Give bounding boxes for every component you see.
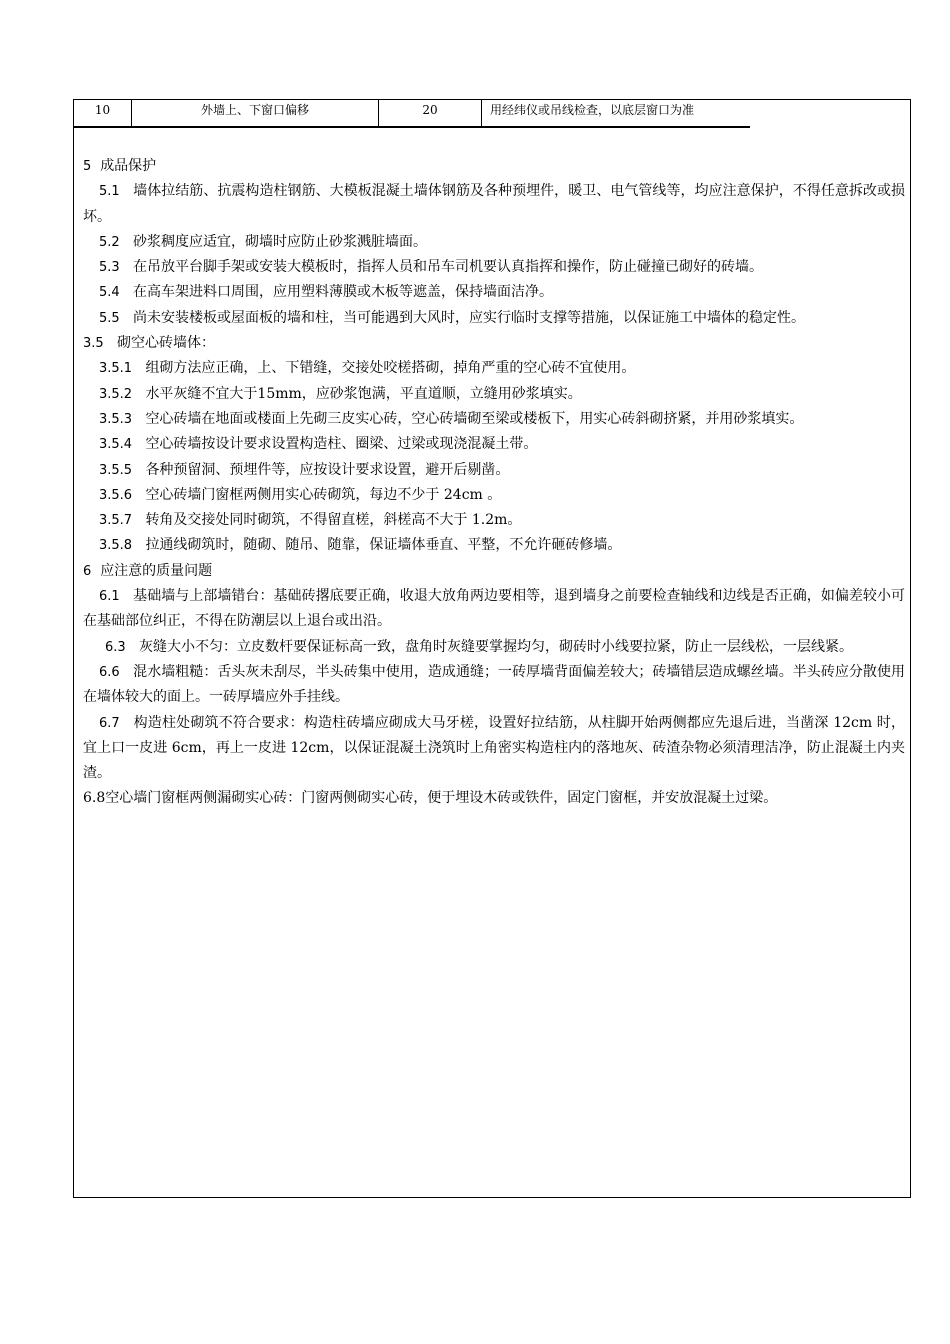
table-bottom-rule <box>74 126 750 128</box>
clause-text: 空心砖墙按设计要求设置构造柱、圈梁、过梁或现浇混凝土带。 <box>145 436 538 453</box>
clause-text: 空心砖墙门窗框两侧用实心砖砌筑，每边不少于 24cm 。 <box>145 486 502 503</box>
paragraph <box>83 432 905 457</box>
clause-gap <box>132 462 145 478</box>
clause-gap <box>120 310 133 326</box>
clause-text: 墙体拉结筋、抗震构造柱钢筋、大模板混凝土墙体钢筋及各种预埋件，暖卫、电气管线等，均应注意保护，不得任意拆改或损坏。 <box>83 183 906 225</box>
clause-number: 6 <box>83 563 92 579</box>
clause-text: 成品保护 <box>100 158 157 174</box>
clause-gap <box>120 715 134 731</box>
clause-number: 6.3 <box>105 639 126 655</box>
clause-text: 拉通线砌筑时，随砌、随吊、随靠，保证墙体垂直、平整，不允许砸砖修墙。 <box>145 537 622 554</box>
section-heading <box>83 331 905 356</box>
clause-number: 5.3 <box>99 260 120 276</box>
paragraph <box>83 483 905 508</box>
clause-text: 各种预留洞、预埋件等，应按设计要求设置，避开后剔凿。 <box>145 461 510 478</box>
clause-text: 转角及交接处同时砌筑，不得留直槎，斜槎高不大于 1.2m。 <box>145 512 522 529</box>
clause-number: 5.1 <box>99 184 120 200</box>
table-cell-item: 外墙上、下窗口偏移 <box>132 100 379 126</box>
clause-text: 水平灰缝不宜大于15mm，应砂浆饱满，平直道顺，立缝用砂浆填实。 <box>145 385 582 402</box>
table-cell-method: 用经纬仪或吊线检查，以底层窗口为准 <box>490 103 695 117</box>
clause-gap <box>120 234 133 250</box>
clause-text: 基础墙与上部墙错台：基础砖撂底要正确，收退大放角两边要相等，退到墙身之前要检查轴线和边线是否正确，如偏差较小可在基础部位纠正，不得在防潮层以上退台或出沿。 <box>83 588 906 630</box>
clause-number: 3.5.4 <box>99 437 133 453</box>
paragraph <box>83 382 905 407</box>
clause-number: 3.5.7 <box>99 513 133 529</box>
clause-number: 6.8 <box>83 790 106 807</box>
section-heading <box>83 559 905 584</box>
clause-text: 混水墙粗糙：舌头灰未刮尽，半头砖集中使用，造成通缝；一砖厚墙背面偏差较大；砖墙错层造成螺丝墙。半头砖应分散使用在墙体较大的面上。一砖厚墙应外手挂线。 <box>83 663 906 706</box>
clause-number: 3.5.3 <box>99 411 133 427</box>
clause-gap <box>132 386 145 402</box>
clause-gap <box>91 563 100 579</box>
clause-number: 5.2 <box>99 234 120 250</box>
clause-gap <box>120 284 133 300</box>
clause-number: 3.5.8 <box>99 538 133 554</box>
clause-gap <box>104 335 117 351</box>
paragraph <box>83 230 905 255</box>
clause-gap <box>120 259 133 275</box>
clause-number: 5.5 <box>99 310 120 326</box>
clause-text: 空心砖墙在地面或楼面上先砌三皮实心砖，空心砖墙砌至梁或楼板下，用实心砖斜砌挤紧，并用砂浆填实。 <box>145 410 804 427</box>
paragraph <box>83 508 905 533</box>
clause-gap <box>132 360 145 376</box>
clause-text: 组砌方法应正确，上、下错缝，交接处咬槎搭砌，掉角严重的空心砖不宜使用。 <box>145 360 636 377</box>
paragraph <box>83 660 905 711</box>
paragraph <box>83 280 905 305</box>
paragraph <box>83 179 905 230</box>
paragraph <box>83 255 905 280</box>
table-cell-number: 10 <box>74 100 132 126</box>
clause-text: 灰缝大小不匀：立皮数杆要保证标高一致，盘角时灰缝要掌握均匀，砌砖时小线要拉紧，防止一层线松，一层线紧。 <box>139 638 854 655</box>
table-row <box>74 100 750 128</box>
clause-number: 6.7 <box>99 715 120 731</box>
clause-text: 在吊放平台脚手架或安装大模板时，指挥人员和吊车司机要认真指挥和操作，防止碰撞已砌好的砖墙。 <box>133 259 764 276</box>
document-body <box>83 154 905 812</box>
section-heading <box>83 154 905 179</box>
clause-text: 构造柱处砌筑不符合要求：构造柱砖墙应砌成大马牙槎，设置好拉结筋，从柱脚开始两侧都应先退后进，当凿深 12cm 时，宜上口一皮进 6cm，再上一皮进 12cm，以保证混凝土浇筑时上角密实构造柱内的落地灰、砖渣杂物必须清理洁净，防止混凝土内夹渣。 <box>83 714 905 782</box>
paragraph <box>83 584 905 635</box>
clause-gap <box>132 537 145 553</box>
clause-text: 应注意的质量问题 <box>100 562 213 579</box>
clause-gap <box>132 487 145 503</box>
clause-number: 6.1 <box>99 589 120 605</box>
clause-gap <box>91 158 100 174</box>
clause-number: 3.5 <box>83 336 104 352</box>
clause-number: 5 <box>83 159 92 174</box>
paragraph <box>83 533 905 558</box>
clause-text: 空心墙门窗框两侧漏砌实心砖：门窗两侧砌实心砖，便于埋设木砖或铁件，固定门窗框，并安放混凝土过梁。 <box>105 790 778 807</box>
paragraph <box>83 786 905 811</box>
clause-number: 3.5.6 <box>99 487 133 503</box>
paragraph <box>83 711 905 787</box>
paragraph <box>83 407 905 432</box>
clause-gap <box>120 588 133 604</box>
clause-number: 6.6 <box>99 664 120 680</box>
table-cell-tolerance: 20 <box>379 100 482 126</box>
clause-number: 3.5.2 <box>99 386 133 402</box>
paragraph <box>83 356 905 381</box>
clause-number: 3.5.1 <box>99 361 133 377</box>
paragraph <box>83 306 905 331</box>
clause-number: 5.4 <box>99 285 120 301</box>
paragraph <box>83 458 905 483</box>
clause-gap <box>132 411 145 427</box>
clause-gap <box>126 639 139 655</box>
clause-text: 砂浆稠度应适宜，砌墙时应防止砂浆溅脏墙面。 <box>133 233 428 250</box>
clause-number: 3.5.5 <box>99 462 133 478</box>
clause-text: 尚未安装楼板或屋面板的墙和柱，当可能遇到大风时，应实行临时支撑等措施，以保证施工中墙体的稳定性。 <box>133 309 806 326</box>
paragraph <box>83 635 905 660</box>
clause-gap <box>132 436 145 452</box>
clause-gap <box>132 512 145 528</box>
clause-gap <box>120 664 133 680</box>
clause-text: 砌空心砖墙体： <box>117 335 216 352</box>
clause-text: 在高车架进料口周围，应用塑料薄膜或木板等遮盖，保持墙面洁净。 <box>133 284 554 301</box>
clause-gap <box>120 183 133 199</box>
